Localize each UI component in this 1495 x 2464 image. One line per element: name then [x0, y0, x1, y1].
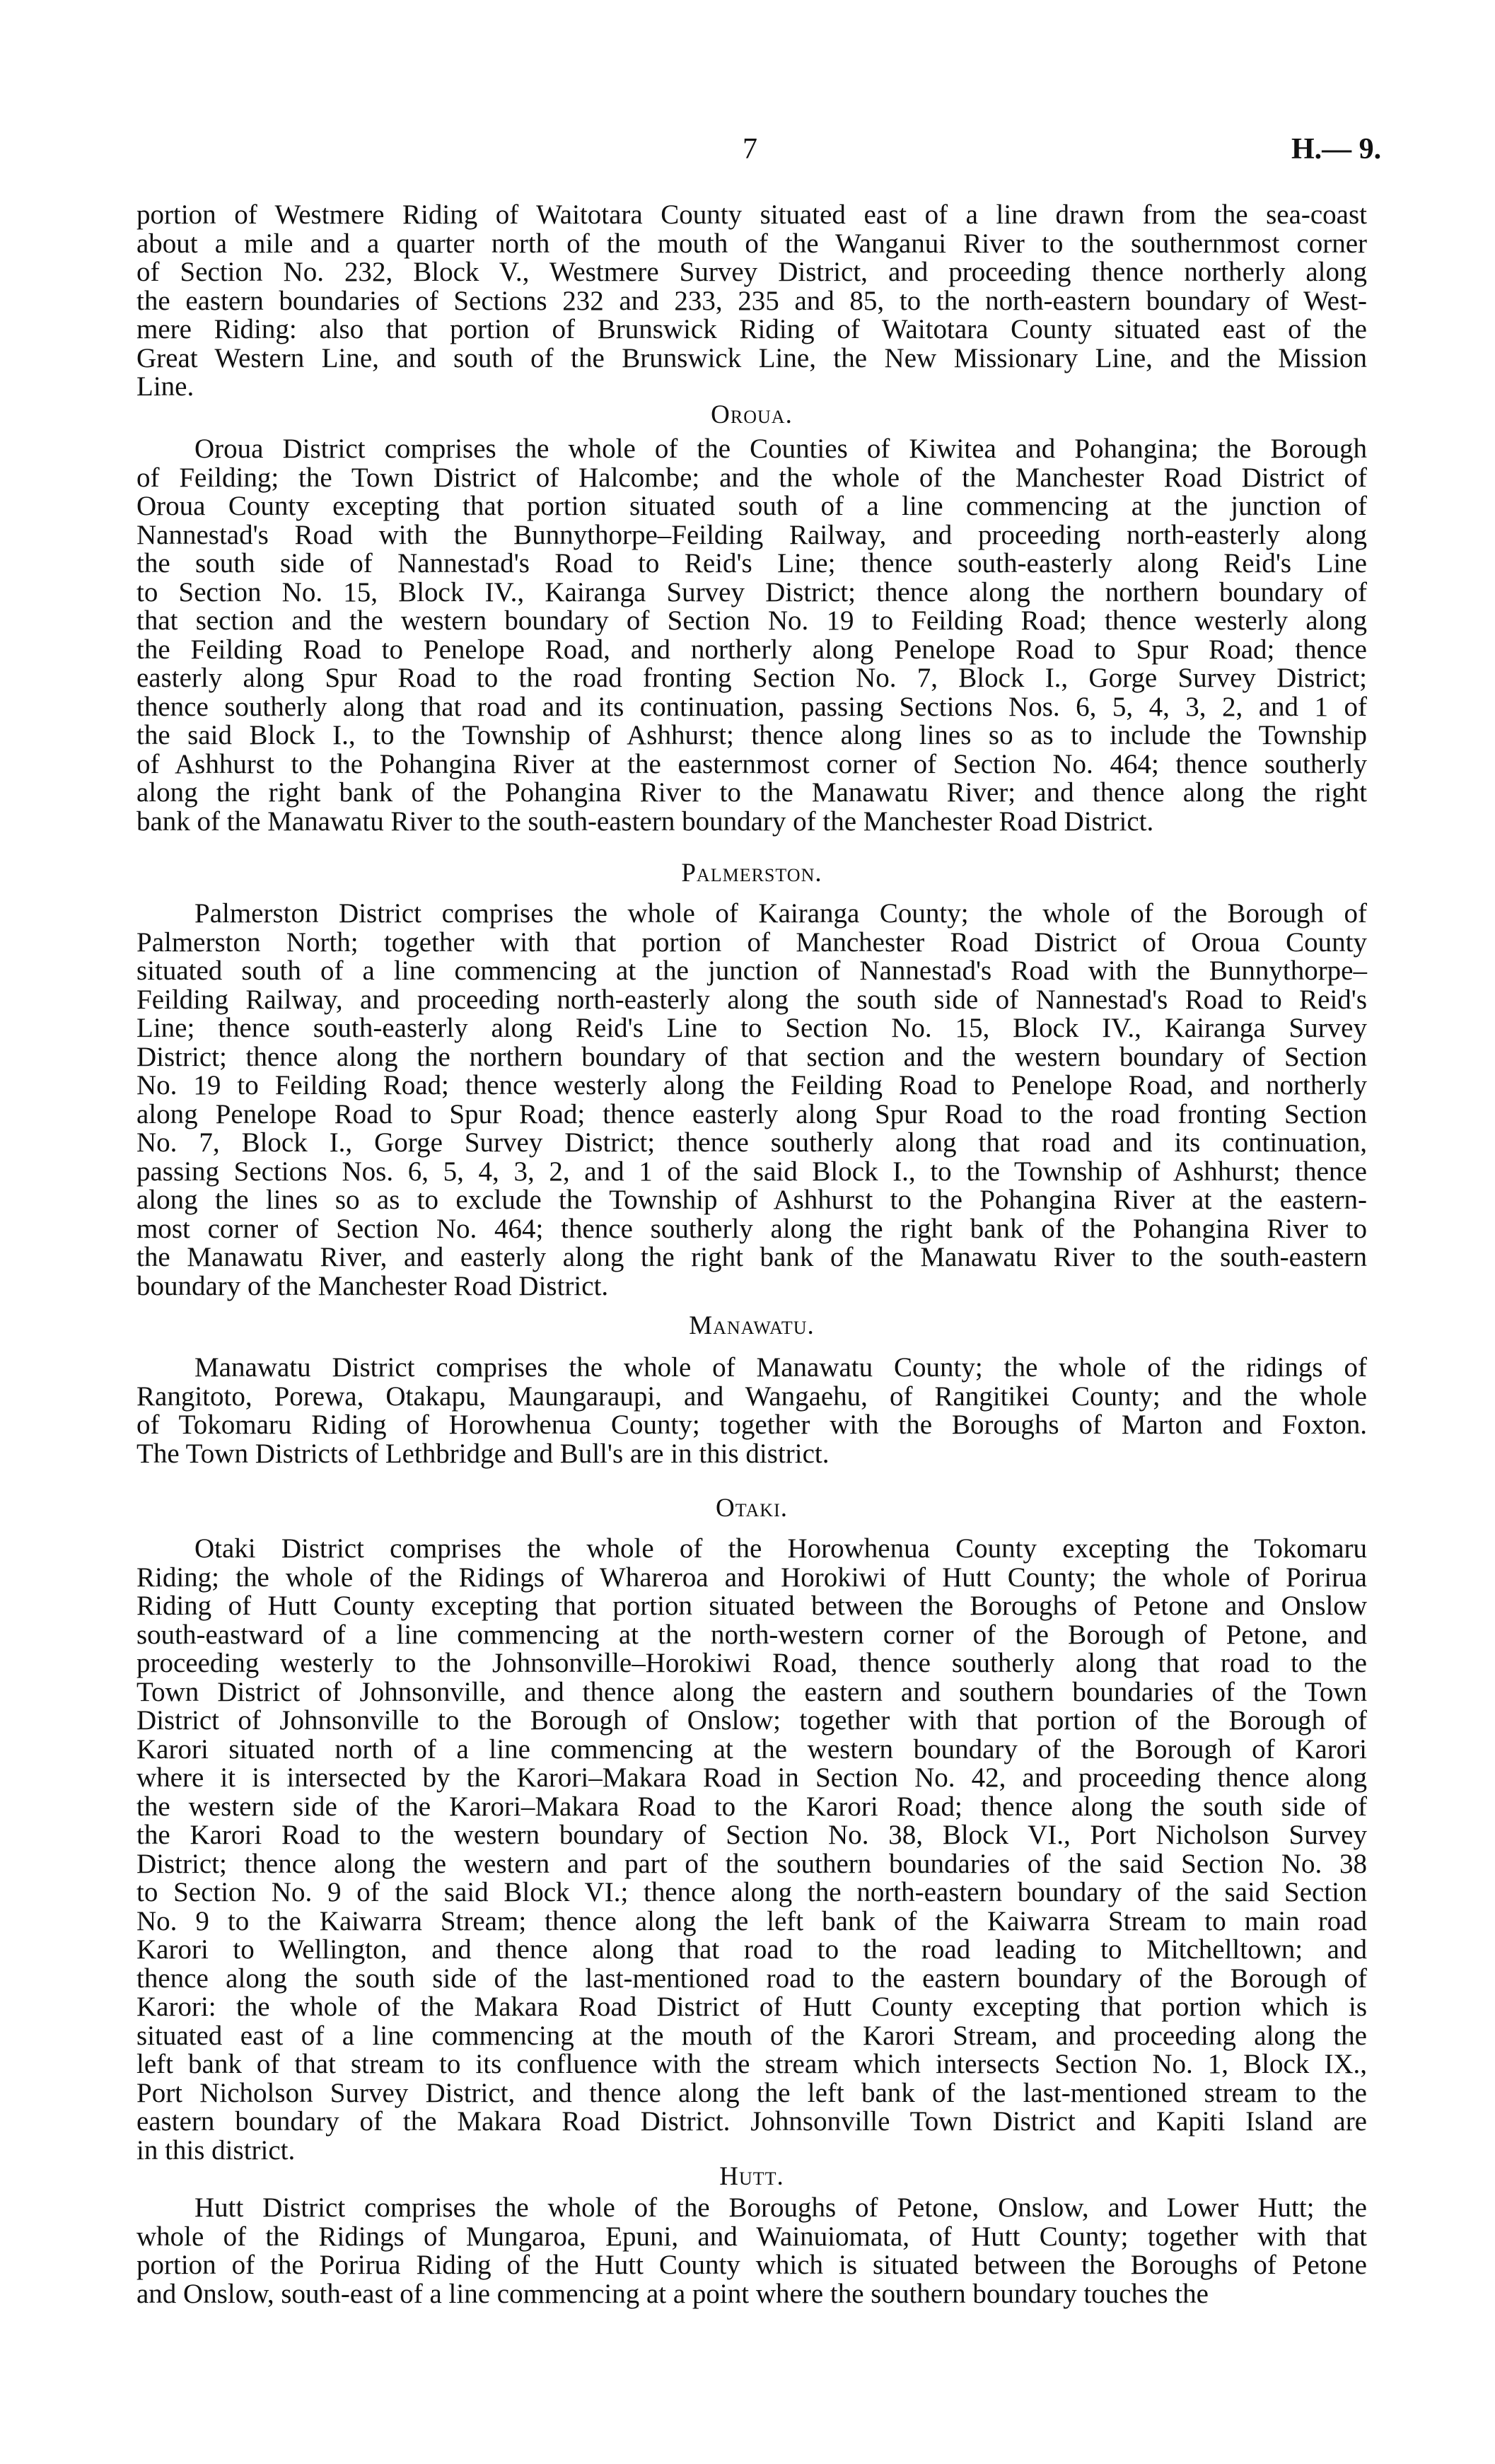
section-otaki	[136, 1535, 1367, 2165]
text-line: passing Sections Nos. 6, 5, 4, 3, 2, and 1 of the said Block I., to the Township of Ashhurst; thence	[136, 1156, 1367, 1187]
text-line: Otaki District comprises the whole of the Horowhenua County excepting the Tokomaru	[194, 1533, 1367, 1564]
text-line: proceeding westerly to the Johnsonville–Horokiwi Road, thence southerly along that road to the	[136, 1648, 1367, 1678]
text-line: Palmerston North; together with that portion of Manchester Road District of Oroua County	[136, 926, 1367, 958]
text-line: left bank of that stream to its confluence with the stream which intersects Section No. 1, Block IX.,	[136, 2049, 1367, 2079]
text-line: the Feilding Road to Penelope Road, and northerly along Penelope Road to Spur Road; thence	[136, 634, 1367, 665]
text-line: Karori to Wellington, and thence along that road to the road leading to Mitchelltown; and	[136, 1934, 1367, 1965]
text-line: Feilding Railway, and proceeding north-easterly along the south side of Nannestad's Road to Reid's	[136, 984, 1367, 1015]
text-line: Line.	[136, 371, 194, 402]
text-line: to Section No. 15, Block IV., Kairanga Survey District; thence along the northern boundary of	[136, 576, 1367, 608]
text-line: Hutt District comprises the whole of the Boroughs of Petone, Onslow, and Lower Hutt; the	[194, 2192, 1367, 2223]
text-line: the western side of the Karori–Makara Road to the Karori Road; thence along the south side of	[136, 1791, 1367, 1822]
text-line: situated east of a line commencing at the mouth of the Karori Stream, and proceeding along the	[136, 2020, 1367, 2051]
section-palmerston	[136, 900, 1367, 1301]
heading-hutt: Hutt.	[719, 2162, 784, 2191]
page-number: 7	[743, 133, 757, 165]
text-line: most corner of Section No. 464; thence southerly along the right bank of the Pohangina River to	[136, 1213, 1367, 1244]
text-line: the Manawatu River, and easterly along the right bank of the Manawatu River to the south-eastern	[136, 1242, 1367, 1272]
text-line: along the lines so as to exclude the Township of Ashhurst to the Pohangina River at the eastern-	[136, 1185, 1367, 1215]
text-line: Oroua County excepting that portion situated south of a line commencing at the junction of	[136, 491, 1367, 521]
heading-manawatu: Manawatu.	[689, 1311, 815, 1340]
text-line: Line; thence south-easterly along Reid's Line to Section No. 15, Block IV., Kairanga Survey	[136, 1013, 1367, 1043]
text-line: the said Block I., to the Township of Ashhurst; thence along lines so as to include the Township	[136, 720, 1367, 750]
document-reference: H.— 9.	[1291, 133, 1382, 165]
text-line: to Section No. 9 of the said Block VI.; thence along the north-eastern boundary of the said Section	[136, 1877, 1367, 1907]
text-line: that section and the western boundary of Section No. 19 to Feilding Road; thence westerly along	[136, 605, 1367, 636]
text-line: thence along the south side of the last-mentioned road to the eastern boundary of the Borough of	[136, 1963, 1367, 1994]
section-hutt	[136, 2194, 1367, 2308]
text-line: along Penelope Road to Spur Road; thence easterly along Spur Road to the road fronting Section	[136, 1098, 1367, 1129]
text-line: of Tokomaru Riding of Horowhenua County; together with the Boroughs of Marton and Foxton.	[136, 1410, 1367, 1440]
text-line: the eastern boundaries of Sections 232 and 233, 235 and 85, to the north-eastern boundary of West-	[136, 285, 1367, 316]
text-line: whole of the Ridings of Mungaroa, Epuni, and Wainuiomata, of Hutt County; together with that	[136, 2221, 1367, 2252]
text-line: Town District of Johnsonville, and thence along the eastern and southern boundaries of the Town	[136, 1676, 1367, 1707]
text-line: eastern boundary of the Makara Road District. Johnsonville Town District and Kapiti Island are	[136, 2106, 1367, 2137]
text-line: Oroua District comprises the whole of the Counties of Kiwitea and Pohangina; the Borough	[194, 434, 1367, 464]
text-line: District of Johnsonville to the Borough of Onslow; together with that portion of the Borough of	[136, 1705, 1367, 1736]
text-line: boundary of the Manchester Road District.	[136, 1270, 609, 1301]
text-line: Karori: the whole of the Makara Road District of Hutt County excepting that portion which is	[136, 1992, 1367, 2022]
text-line: south-eastward of a line commencing at the north-western corner of the Borough of Petone, and	[136, 1619, 1367, 1650]
heading-palmerston: Palmerston.	[681, 859, 822, 888]
section-westmere-continuation	[136, 201, 1367, 402]
text-line: Rangitoto, Porewa, Otakapu, Maungaraupi, and Wangaehu, of Rangitikei County; and the whole	[136, 1381, 1367, 1412]
section-oroua	[136, 435, 1367, 836]
text-line: Port Nicholson Survey District, and thence along the left bank of the last-mentioned stream to the	[136, 2077, 1367, 2108]
text-line: thence southerly along that road and its continuation, passing Sections Nos. 6, 5, 4, 3, 2, and 1 of	[136, 691, 1367, 722]
text-line: Nannestad's Road with the Bunnythorpe–Feilding Railway, and proceeding north-easterly along	[136, 519, 1367, 550]
text-line: Riding of Hutt County excepting that portion situated between the Boroughs of Petone and Onslow	[136, 1591, 1367, 1621]
text-line: about a mile and a quarter north of the mouth of the Wanganui River to the southernmost corner	[136, 228, 1367, 259]
text-line: of Feilding; the Town District of Halcombe; and the whole of the Manchester Road District of	[136, 462, 1367, 493]
text-line: situated south of a line commencing at the junction of Nannestad's Road with the Bunnythorpe–	[136, 955, 1367, 986]
text-line: Manawatu District comprises the whole of Manawatu County; the whole of the ridings of	[194, 1352, 1367, 1383]
text-line: No. 7, Block I., Gorge Survey District; thence southerly along that road and its continuation,	[136, 1127, 1367, 1158]
text-line: District; thence along the western and part of the southern boundaries of the said Section No. 38	[136, 1848, 1367, 1879]
text-line: District; thence along the northern boundary of that section and the western boundary of Section	[136, 1041, 1367, 1072]
text-line: along the right bank of the Pohangina River to the Manawatu River; and thence along the right	[136, 777, 1367, 808]
heading-otaki: Otaki.	[716, 1494, 788, 1523]
text-line: the south side of Nannestad's Road to Reid's Line; thence south-easterly along Reid's Line	[136, 548, 1367, 579]
text-line: the Karori Road to the western boundary of Section No. 38, Block VI., Port Nicholson Survey	[136, 1820, 1367, 1850]
text-line: easterly along Spur Road to the road fronting Section No. 7, Block I., Gorge Survey District;	[136, 663, 1367, 693]
text-line: Palmerston District comprises the whole of Kairanga County; the whole of the Borough of	[194, 898, 1367, 929]
text-line: portion of the Porirua Riding of the Hutt County which is situated between the Boroughs of Petone	[136, 2250, 1367, 2280]
text-line: portion of Westmere Riding of Waitotara County situated east of a line drawn from the sea-coast	[136, 199, 1367, 230]
text-line: in this district.	[136, 2134, 296, 2166]
text-line: Great Western Line, and south of the Brunswick Line, the New Missionary Line, and the Mission	[136, 342, 1367, 373]
text-line: No. 19 to Feilding Road; thence westerly along the Feilding Road to Penelope Road, and northerly	[136, 1070, 1367, 1100]
text-line: mere Riding: also that portion of Brunswick Riding of Waitotara County situated east of the	[136, 314, 1367, 344]
text-line: where it is intersected by the Karori–Makara Road in Section No. 42, and proceeding thence along	[136, 1762, 1367, 1793]
text-line: Riding; the whole of the Ridings of Whareroa and Horokiwi of Hutt County; the whole of Porirua	[136, 1562, 1367, 1593]
text-line: and Onslow, south-east of a line commencing at a point where the southern boundary touches the	[136, 2278, 1209, 2309]
text-line: bank of the Manawatu River to the south-eastern boundary of the Manchester Road District.	[136, 806, 1154, 837]
text-line: Karori situated north of a line commencing at the western boundary of the Borough of Karori	[136, 1733, 1367, 1765]
text-line: of Section No. 232, Block V., Westmere Survey District, and proceeding thence northerly along	[136, 257, 1367, 287]
section-manawatu	[136, 1354, 1367, 1468]
heading-oroua: Oroua.	[711, 400, 793, 429]
text-line: of Ashhurst to the Pohangina River at the easternmost corner of Section No. 464; thence southerly	[136, 748, 1367, 779]
text-line: No. 9 to the Kaiwarra Stream; thence along the left bank of the Kaiwarra Stream to main road	[136, 1905, 1367, 1936]
text-line: The Town Districts of Lethbridge and Bull's are in this district.	[136, 1438, 830, 1469]
